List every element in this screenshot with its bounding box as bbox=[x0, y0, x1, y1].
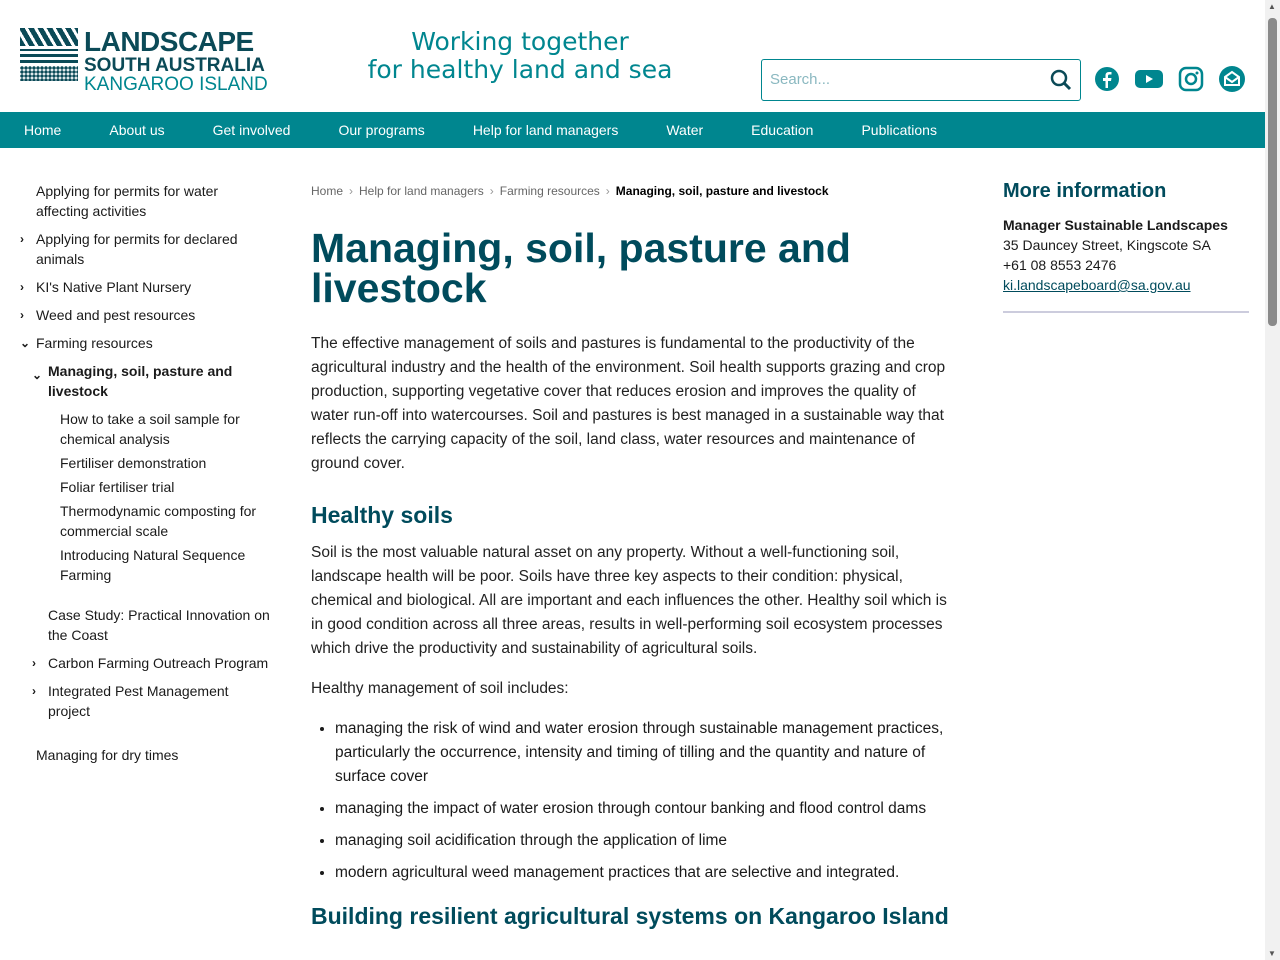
tagline-line1: Working together bbox=[411, 27, 629, 56]
chevron-right-icon[interactable]: › bbox=[20, 308, 24, 322]
scrollbar-thumb[interactable] bbox=[1268, 18, 1277, 326]
sidebar-item-label: KI's Native Plant Nursery bbox=[36, 279, 192, 295]
sidebar-item[interactable] bbox=[20, 545, 270, 585]
youtube-icon[interactable] bbox=[1134, 66, 1164, 92]
sidebar-item-label: Carbon Farming Outreach Program bbox=[48, 655, 269, 671]
chevron-right-icon[interactable]: › bbox=[20, 232, 24, 246]
sidebar-item-label: Applying for permits for water affecting activities bbox=[36, 183, 219, 219]
main-nav bbox=[0, 112, 1265, 148]
nav-our-programs[interactable]: Our programs bbox=[338, 122, 425, 138]
nav-publications[interactable]: Publications bbox=[861, 122, 937, 138]
sidebar-item-label: Managing, soil, pasture and livestock bbox=[48, 363, 233, 399]
logo-line1: LANDSCAPE bbox=[84, 26, 254, 57]
chevron-right-icon[interactable]: › bbox=[20, 280, 24, 294]
sidebar-item[interactable] bbox=[20, 277, 270, 297]
sidebar-item[interactable] bbox=[20, 305, 270, 325]
list-item: • managing the risk of wind and water erosion through sustainable management practices, particularly the occurrence, intensity and timing of tilling and the quantity and nature of surface cover bbox=[335, 717, 956, 789]
chevron-right-icon: › bbox=[605, 184, 610, 198]
breadcrumb-farming[interactable]: Farming resources bbox=[499, 184, 600, 198]
scrollbar[interactable] bbox=[1265, 0, 1280, 960]
facebook-icon[interactable] bbox=[1094, 66, 1120, 92]
breadcrumb bbox=[311, 181, 956, 201]
chevron-right-icon: › bbox=[489, 184, 494, 198]
more-information bbox=[1003, 181, 1249, 313]
sidebar-item-label: Applying for permits for declared animals bbox=[36, 231, 238, 267]
chevron-right-icon: › bbox=[349, 184, 354, 198]
paragraph: Soil is the most valuable natural asset on any property. Without a well-functioning soil, landscape health will be poor. Soils have three key aspects to their condition: physical, chemical and biological. All are important and each influences the other. Healthy soil which is in good condition across all three areas, results in well-performing soil ecosystem processes which drive the productivity and sustainability of agricultural soils. bbox=[311, 544, 947, 657]
sidebar-item-label: Case Study: Practical Innovation on the Coast bbox=[48, 607, 270, 643]
contact-name: Manager Sustainable Landscapes bbox=[1003, 217, 1228, 233]
more-info-title: More information bbox=[1003, 180, 1167, 202]
paragraph: Healthy management of soil includes: bbox=[311, 680, 569, 697]
sidebar-item-label: Farming resources bbox=[36, 335, 153, 351]
logo-mark-icon bbox=[20, 28, 78, 84]
search-input[interactable] bbox=[762, 60, 1032, 98]
sidebar-item[interactable] bbox=[20, 333, 270, 353]
contact-phone: +61 08 8553 2476 bbox=[1003, 257, 1117, 273]
main-content bbox=[311, 181, 956, 930]
sidebar-item[interactable] bbox=[20, 229, 270, 269]
tagline bbox=[366, 28, 674, 84]
sidebar-item[interactable] bbox=[20, 181, 270, 221]
sidebar-item[interactable] bbox=[20, 653, 270, 673]
logo[interactable] bbox=[20, 28, 268, 94]
search-box bbox=[761, 59, 1081, 101]
nav-home[interactable]: Home bbox=[24, 122, 62, 138]
nav-water[interactable]: Water bbox=[666, 122, 704, 138]
breadcrumb-current: Managing, soil, pasture and livestock bbox=[615, 184, 829, 198]
sidebar-item-label: Foliar fertiliser trial bbox=[60, 479, 175, 495]
sidebar-item[interactable] bbox=[20, 477, 270, 497]
intro-paragraph: The effective management of soils and pastures is fundamental to the productivity of the agricultural industry and the health of the environment. Soil health supports grazing and crop production, supporting vegetative cover that reduces erosion and improves the quality of water run-off into watercourses. Soil and pastures is best managed in a sustainable way that reflects the carrying capacity of the soil, land class, water resources and maintenance of ground cover. bbox=[311, 335, 946, 472]
page-title: Managing, soil, pasture and livestock bbox=[311, 225, 851, 311]
breadcrumb-home[interactable]: Home bbox=[311, 184, 344, 198]
chevron-down-icon[interactable]: ⌄ bbox=[32, 368, 43, 382]
scroll-up-icon[interactable]: ▲ bbox=[1268, 2, 1276, 11]
sidebar-item[interactable] bbox=[20, 745, 270, 765]
sidebar-item[interactable] bbox=[20, 453, 270, 473]
header bbox=[0, 0, 1265, 112]
sidebar-item-label: How to take a soil sample for chemical analysis bbox=[60, 411, 240, 447]
sidebar-item-label: Managing for dry times bbox=[36, 747, 179, 763]
contact-email-link[interactable]: ki.landscapeboard@sa.gov.au bbox=[1003, 277, 1191, 293]
sidebar-item-label: Thermodynamic composting for commercial scale bbox=[60, 503, 257, 539]
list-item: • modern agricultural weed management practices that are selective and integrated. bbox=[335, 861, 956, 885]
sidebar-item-label: Weed and pest resources bbox=[36, 307, 196, 323]
breadcrumb-help[interactable]: Help for land managers bbox=[359, 184, 484, 198]
logo-line2: SOUTH AUSTRALIA bbox=[84, 55, 265, 76]
nav-help-for-land-managers[interactable]: Help for land managers bbox=[472, 122, 619, 138]
bullet-list bbox=[311, 717, 956, 885]
sidebar-item[interactable] bbox=[20, 409, 270, 449]
instagram-icon[interactable] bbox=[1178, 66, 1204, 92]
chevron-right-icon[interactable]: › bbox=[32, 684, 36, 698]
nav-education[interactable]: Education bbox=[751, 122, 814, 138]
logo-line3: KANGAROO ISLAND bbox=[84, 74, 268, 95]
search-icon[interactable] bbox=[1050, 69, 1072, 96]
sidebar-item[interactable] bbox=[20, 501, 270, 541]
section-heading: Healthy soils bbox=[311, 502, 453, 528]
scroll-down-icon[interactable]: ▼ bbox=[1268, 949, 1276, 958]
sidebar-nav bbox=[20, 181, 270, 773]
chevron-right-icon[interactable]: › bbox=[32, 656, 36, 670]
chevron-down-icon[interactable]: ⌄ bbox=[20, 336, 31, 350]
sidebar-item-current[interactable] bbox=[20, 361, 270, 401]
sidebar-item-label: Integrated Pest Management project bbox=[48, 683, 229, 719]
sidebar-item[interactable] bbox=[20, 681, 270, 721]
sidebar-item-label: Fertiliser demonstration bbox=[60, 455, 207, 471]
section-heading: Building resilient agricultural systems on Kangaroo Island bbox=[311, 903, 949, 929]
sidebar-item-label: Introducing Natural Sequence Farming bbox=[60, 547, 246, 583]
email-icon[interactable] bbox=[1218, 65, 1246, 93]
contact-address: 35 Dauncey Street, Kingscote SA bbox=[1003, 237, 1211, 253]
list-item: • managing soil acidification through the application of lime bbox=[335, 829, 956, 853]
tagline-line2: for healthy land and sea bbox=[367, 55, 673, 84]
nav-get-involved[interactable]: Get involved bbox=[212, 122, 291, 138]
list-item: • managing the impact of water erosion through contour banking and flood control dams bbox=[335, 797, 956, 821]
sidebar-item[interactable] bbox=[20, 605, 270, 645]
nav-about-us[interactable]: About us bbox=[109, 122, 165, 138]
